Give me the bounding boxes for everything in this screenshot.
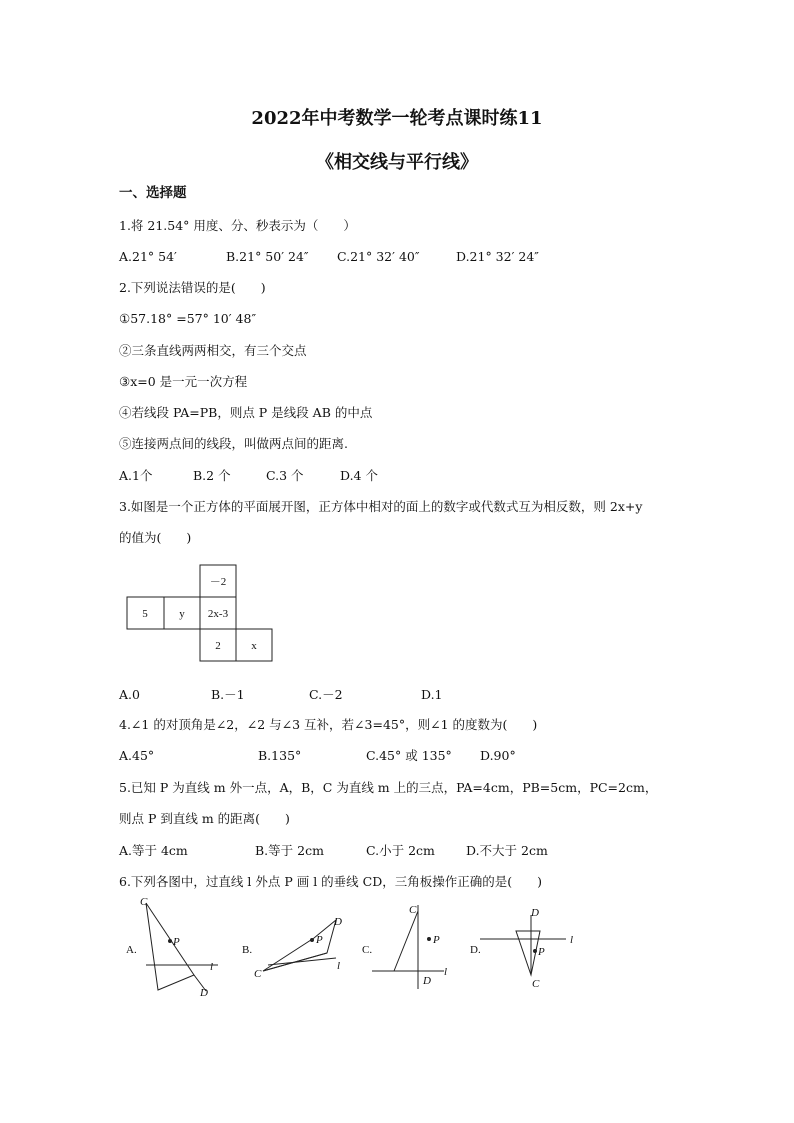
q3-stem-line1: 3.如图是一个正方体的平面展开图，正方体中相对的面上的数字或代数式互为相反数，则 2x+y xyxy=(119,499,643,514)
q1-option-d: D.21° 32′ 24″ xyxy=(456,249,539,264)
q5-stem-line2: 则点 P 到直线 m 的距离( ) xyxy=(119,811,290,826)
figure-c-p: P xyxy=(433,934,440,946)
q1-option-b: B.21° 50′ 24″ xyxy=(226,249,309,264)
q3-option-b: B.－1 xyxy=(211,687,245,702)
q2-stem: 2.下列说法错误的是( ) xyxy=(119,280,266,295)
cube-cell-right: x xyxy=(251,640,257,652)
figure-c-d: D xyxy=(423,975,431,987)
figure-d-label: D. xyxy=(470,944,481,956)
cube-cell-left2: y xyxy=(179,608,185,620)
figure-a xyxy=(146,903,218,991)
q2-option-a: A.1个 xyxy=(119,468,153,483)
cube-cell-center: 2x-3 xyxy=(207,608,229,620)
q1-stem: 1.将 21.54° 用度、分、秒表示为（ ） xyxy=(119,218,356,233)
q2-item-4: ④若线段 PA=PB，则点 P 是线段 AB 的中点 xyxy=(119,405,373,420)
q6-stem: 6.下列各图中，过直线 l 外点 P 画 l 的垂线 CD，三角板操作正确的是( ) xyxy=(119,874,542,889)
q6-figures xyxy=(118,893,588,1003)
figure-b-label: B. xyxy=(242,944,253,956)
page-subtitle: 《相交线与平行线》 xyxy=(316,152,478,173)
figure-c-label: C. xyxy=(362,944,373,956)
q2-option-c: C.3 个 xyxy=(266,468,304,483)
figure-d-d: D xyxy=(531,907,539,919)
figure-c-l: l xyxy=(444,966,448,978)
figure-a-d: D xyxy=(200,987,208,999)
figure-d-p: P xyxy=(538,946,545,958)
figure-b-d: D xyxy=(334,916,342,928)
q4-option-a: A.45° xyxy=(119,748,155,763)
figure-a-l: l xyxy=(210,961,214,973)
figure-b-l: l xyxy=(337,960,341,972)
cube-cell-left1: 5 xyxy=(142,608,148,620)
q2-item-5: ⑤连接两点间的线段，叫做两点间的距离. xyxy=(119,436,348,451)
cube-cell-bottom: 2 xyxy=(215,640,221,652)
q2-item-3: ③x=0 是一元一次方程 xyxy=(119,374,248,389)
q5-option-a: A.等于 4cm xyxy=(119,843,188,858)
q4-option-d: D.90° xyxy=(480,748,516,763)
figure-a-p: P xyxy=(173,936,180,948)
figure-b-p: P xyxy=(316,934,323,946)
q2-option-b: B.2 个 xyxy=(193,468,231,483)
figure-c xyxy=(372,905,444,989)
q1-option-c: C.21° 32′ 40″ xyxy=(337,249,420,264)
cube-net-figure xyxy=(120,560,280,665)
figure-c-c: C xyxy=(409,904,417,916)
q5-option-c: C.小于 2cm xyxy=(366,843,435,858)
section-heading: 一、选择题 xyxy=(119,185,187,201)
figure-a-label: A. xyxy=(126,944,137,956)
q5-option-d: D.不大于 2cm xyxy=(466,843,548,858)
q4-option-b: B.135° xyxy=(258,748,302,763)
q3-option-d: D.1 xyxy=(421,687,443,702)
figure-b xyxy=(263,920,336,971)
figure-d-c: C xyxy=(532,978,540,990)
q3-option-c: C.－2 xyxy=(309,687,343,702)
figure-a-c: C xyxy=(140,896,148,908)
page-title: 2022年中考数学一轮考点课时练11 xyxy=(251,108,543,129)
figure-d xyxy=(480,915,566,975)
q5-option-b: B.等于 2cm xyxy=(255,843,324,858)
q3-stem-line2: 的值为( ) xyxy=(119,530,192,545)
q1-option-a: A.21° 54′ xyxy=(119,249,177,264)
q5-stem-line1: 5.已知 P 为直线 m 外一点，A，B，C 为直线 m 上的三点，PA=4cm，PB=5cm，PC=2cm， xyxy=(119,780,658,795)
q2-option-d: D.4 个 xyxy=(340,468,378,483)
q4-stem: 4.∠1 的对顶角是∠2，∠2 与∠3 互补，若∠3=45°，则∠1 的度数为( ) xyxy=(119,717,538,732)
figure-b-c: C xyxy=(254,968,262,980)
q3-option-a: A.0 xyxy=(119,687,140,702)
figure-d-l: l xyxy=(570,934,574,946)
cube-cell-top: －2 xyxy=(209,576,227,588)
q2-item-1: ①57.18° =57° 10′ 48″ xyxy=(119,311,257,326)
q4-option-c: C.45° 或 135° xyxy=(366,748,452,763)
q2-item-2: ②三条直线两两相交，有三个交点 xyxy=(119,343,307,358)
